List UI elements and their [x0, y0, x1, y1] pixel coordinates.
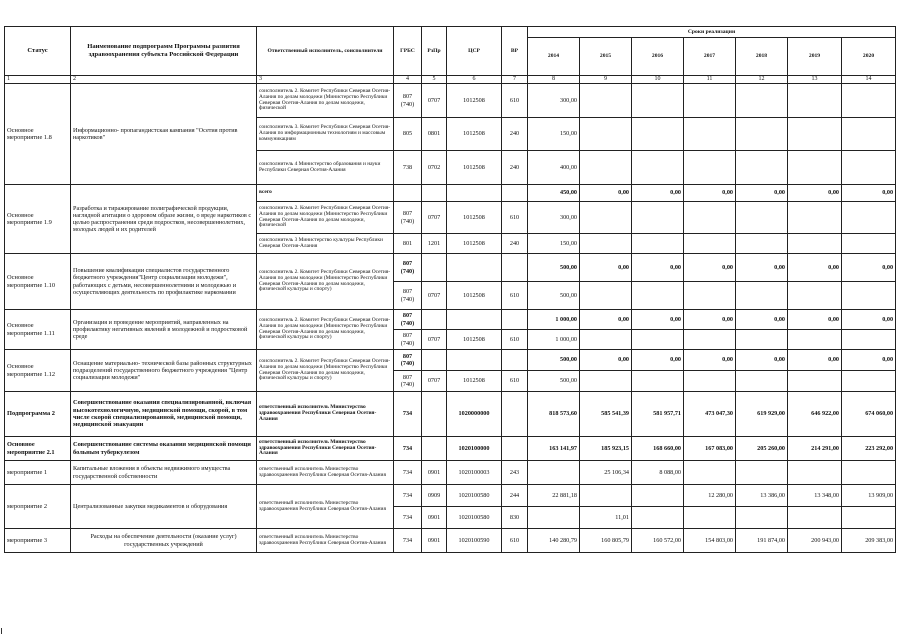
cell-vr: 610 [502, 529, 528, 553]
cell-rzpr: 0707 [422, 330, 447, 350]
cell-2019: 0,00 [788, 310, 842, 330]
cell-2017: 12 280,00 [684, 485, 736, 507]
col-index: 12 [736, 76, 788, 84]
cell-2016: 160 572,00 [632, 529, 684, 553]
cell-csr: 1020100000 [447, 437, 502, 461]
cell-rzpr: 1201 [422, 234, 447, 254]
cell-csr: 1020100580 [447, 485, 502, 507]
row-executor: ответственный исполнитель Министерство здравоохранения Республики Северная Осетия-Алания [257, 529, 394, 553]
cell-2014: 1 000,00 [528, 310, 580, 330]
row-executor: соисполнитель 2. Комитет Республики Северная Осетия-Алания по делам молодежи (Министерство Республики Северная Осетия-Алания по делам молодежи, физической [257, 202, 394, 234]
cell-rzpr: 0901 [422, 529, 447, 553]
col-index: 10 [632, 76, 684, 84]
row-name: Информационно- пропагандистская кампания "Осетия против наркотиков" [71, 84, 257, 185]
row-executor: соисполнитель 2. Комитет Республики Северная Осетия-Алания по делам молодежи (Министерство Республики Северная Осетия-Алания по делам молодежи, физической культуры и спорту) [257, 254, 394, 310]
row-executor: ответственный исполнитель Министерство здравоохранения Республики Северная Осетия-Алания [257, 392, 394, 437]
header-csr: ЦСР [447, 27, 502, 76]
cell-2018: 0,00 [736, 254, 788, 282]
cell-2014: 818 573,60 [528, 392, 580, 437]
cell-2014: 150,00 [528, 118, 580, 151]
row-executor: соисполнитель 2. Комитет Республики Северная Осетия-Алания по делам молодежи (Министерство Республики Северная Осетия-Алания по делам молодежи, физической культуры и спорту) [257, 350, 394, 392]
cell-csr: 1012508 [447, 330, 502, 350]
table-row [5, 437, 896, 461]
cell-2015: 0,00 [580, 350, 632, 371]
row-name: Повышение квалификации специалистов государственного бюджетного учреждения"Центр социализации молодежи", работающих с детьми, несовершеннолетними и молодежью и осуществляющих деятельность по профилактике наркомании [71, 254, 257, 310]
table-row [5, 185, 896, 202]
header-executor: Ответственный исполнитель, соисполнители [257, 27, 394, 76]
cell-2015: 585 541,39 [580, 392, 632, 437]
cell-2016: 8 088,00 [632, 461, 684, 485]
cell-csr: 1012508 [447, 234, 502, 254]
cell-grbs: 807 (740) [394, 350, 422, 371]
table-row [5, 254, 896, 282]
cell-rzpr: 0909 [422, 485, 447, 507]
cell-vr: 243 [502, 461, 528, 485]
cell-rzpr: 0901 [422, 461, 447, 485]
cell-rzpr: 0901 [422, 507, 447, 529]
cell-2017: 154 803,00 [684, 529, 736, 553]
cell-2014: 150,00 [528, 234, 580, 254]
header-year-2020: 2020 [842, 38, 896, 76]
col-index: 9 [580, 76, 632, 84]
cell-2014: 450,00 [528, 185, 580, 202]
cell-vr: 610 [502, 371, 528, 392]
row-status: Основное мероприятие 1.8 [5, 84, 71, 185]
cell-vr: 830 [502, 507, 528, 529]
cell-2014: 500,00 [528, 254, 580, 282]
row-executor: ответственный исполнитель Министерство здравоохранения Республики Северная Осетия-Алания [257, 485, 394, 529]
cell-vr: 240 [502, 234, 528, 254]
row-executor: ответственный исполнитель Министерство здравоохранения Республики Северная Осетия-Алания [257, 437, 394, 461]
header-rzpr: РзПр [422, 27, 447, 76]
cell-2015: 0,00 [580, 185, 632, 202]
row-status: Подпрограмма 2 [5, 392, 71, 437]
cell-2019: 0,00 [788, 350, 842, 371]
scan-edge-mark [1, 628, 6, 634]
cell-rzpr: 0801 [422, 118, 447, 151]
cell-csr: 1012508 [447, 118, 502, 151]
cell-rzpr: 0702 [422, 151, 447, 185]
cell-2017: 473 047,30 [684, 392, 736, 437]
header-grbs: ГРБС [394, 27, 422, 76]
cell-2018: 191 874,00 [736, 529, 788, 553]
cell-2014: 22 881,18 [528, 485, 580, 507]
col-index: 5 [422, 76, 447, 84]
cell-2014: 300,00 [528, 84, 580, 118]
cell-vr: 610 [502, 282, 528, 310]
cell-csr: 1012508 [447, 84, 502, 118]
cell-grbs: 807 (740) [394, 330, 422, 350]
header-year-2016: 2016 [632, 38, 684, 76]
cell-rzpr: 0707 [422, 371, 447, 392]
cell-2020: 209 383,00 [842, 529, 896, 553]
cell-vr: 240 [502, 151, 528, 185]
budget-table-sheet [4, 26, 895, 553]
cell-2015: 0,00 [580, 310, 632, 330]
row-status: Основное мероприятие 1.11 [5, 310, 71, 350]
row-status: Основное мероприятие 1.9 [5, 185, 71, 254]
cell-2017: 167 083,00 [684, 437, 736, 461]
col-index: 1 [5, 76, 71, 84]
table-row [5, 310, 896, 330]
cell-2015: 185 923,15 [580, 437, 632, 461]
header-status: Статус [5, 27, 71, 76]
row-executor: соисполнитель 3. Комитет Республики Северная Осетия-Алания по информационным технологиям и массовым коммуникациям [257, 118, 394, 151]
row-name: Организация и проведение мероприятий, направленных на профилактику негативных явлений в молодежной и подростковой среде [71, 310, 257, 350]
cell-2019: 214 291,00 [788, 437, 842, 461]
header-year-2015: 2015 [580, 38, 632, 76]
table-row [5, 529, 896, 553]
row-status: Основное мероприятие 1.10 [5, 254, 71, 310]
row-name: Разработка и тиражирование полиграфической продукции, наглядной агитации о здоровом образе жизни, о вреде наркотиков с целью распространения среди подростков, несовершеннолетних, молодых людей и их родителей [71, 185, 257, 254]
cell-csr: 1012508 [447, 151, 502, 185]
row-status: мероприятие 3 [5, 529, 71, 553]
cell-2014: 400,00 [528, 151, 580, 185]
row-name: Совершенствование системы оказания медицинской помощи больным туберкулезом [71, 437, 257, 461]
cell-2016: 168 660,00 [632, 437, 684, 461]
row-name: Совершенствование оказания специализированной, включая высокотехнологичную, медицинской помощи, скорой, в том числе скорой специализированной, медицинской помощи, медицинской эвакуации [71, 392, 257, 437]
col-index: 7 [502, 76, 528, 84]
cell-2018: 0,00 [736, 350, 788, 371]
cell-vr: 610 [502, 330, 528, 350]
cell-csr: 1012508 [447, 371, 502, 392]
header-year-2017: 2017 [684, 38, 736, 76]
cell-2020: 13 909,00 [842, 485, 896, 507]
table-row [5, 84, 896, 118]
cell-2016: 0,00 [632, 350, 684, 371]
cell-2014: 163 141,97 [528, 437, 580, 461]
header-year-2019: 2019 [788, 38, 842, 76]
cell-grbs: 734 [394, 461, 422, 485]
row-executor: соисполнитель 3 Министерство культуры Республики Северная Осетия-Алания [257, 234, 394, 254]
col-index: 8 [528, 76, 580, 84]
cell-grbs: 801 [394, 234, 422, 254]
col-index: 4 [394, 76, 422, 84]
cell-csr: 1012508 [447, 282, 502, 310]
row-executor-total: всего [257, 185, 394, 202]
cell-grbs: 738 [394, 151, 422, 185]
cell-2020: 0,00 [842, 185, 896, 202]
cell-2018: 0,00 [736, 310, 788, 330]
row-status: мероприятие 1 [5, 461, 71, 485]
row-name: Централизованные закупки медикаментов и оборудования [71, 485, 257, 529]
header-terms: Сроки реализации [528, 27, 896, 38]
header-year-2018: 2018 [736, 38, 788, 76]
cell-2016: 0,00 [632, 254, 684, 282]
table-row [5, 485, 896, 507]
cell-grbs: 734 [394, 485, 422, 507]
cell-2019: 0,00 [788, 185, 842, 202]
cell-grbs: 807 (740) [394, 202, 422, 234]
row-name: Оснащение материально- технической базы районных структурных подразделений государственного бюджетного учреждения "Центр социализации молодежи" [71, 350, 257, 392]
cell-2018: 619 929,00 [736, 392, 788, 437]
col-index: 13 [788, 76, 842, 84]
cell-grbs: 805 [394, 118, 422, 151]
cell-grbs: 807 (740) [394, 254, 422, 282]
cell-grbs: 807 (740) [394, 282, 422, 310]
cell-2014: 140 280,79 [528, 529, 580, 553]
row-executor: ответственный исполнитель Министерство здравоохранения Республики Северная Осетия-Алания [257, 461, 394, 485]
table-row [5, 461, 896, 485]
row-executor: соисполнитель 4 Министерство образования и науки Республики Северная Осетия-Алания [257, 151, 394, 185]
row-status: мероприятие 2 [5, 485, 71, 529]
cell-grbs: 734 [394, 507, 422, 529]
col-index: 6 [447, 76, 502, 84]
cell-2017: 0,00 [684, 254, 736, 282]
col-index: 3 [257, 76, 394, 84]
col-index: 11 [684, 76, 736, 84]
cell-csr: 1020000000 [447, 392, 502, 437]
cell-2019: 200 943,00 [788, 529, 842, 553]
cell-2020: 223 292,00 [842, 437, 896, 461]
cell-2014: 300,00 [528, 202, 580, 234]
header-vr: ВР [502, 27, 528, 76]
row-status: Основное мероприятие 1.12 [5, 350, 71, 392]
header-year-2014: 2014 [528, 38, 580, 76]
cell-vr: 240 [502, 118, 528, 151]
cell-csr: 1012508 [447, 202, 502, 234]
cell-2018: 0,00 [736, 185, 788, 202]
table-row [5, 350, 896, 371]
cell-2020: 674 060,00 [842, 392, 896, 437]
cell-grbs: 734 [394, 392, 422, 437]
cell-2015: 11,01 [580, 507, 632, 529]
row-status: Основное мероприятие 2.1 [5, 437, 71, 461]
cell-2017: 0,00 [684, 185, 736, 202]
cell-csr: 1020100590 [447, 529, 502, 553]
cell-2016: 0,00 [632, 310, 684, 330]
cell-grbs: 807 (740) [394, 84, 422, 118]
cell-vr: 610 [502, 84, 528, 118]
cell-2014: 500,00 [528, 350, 580, 371]
cell-2014: 500,00 [528, 371, 580, 392]
cell-csr: 1020100003 [447, 461, 502, 485]
cell-2015: 25 106,34 [580, 461, 632, 485]
cell-grbs: 807 (740) [394, 371, 422, 392]
col-index: 14 [842, 76, 896, 84]
cell-2016: 0,00 [632, 185, 684, 202]
budget-table [4, 26, 896, 553]
cell-2015: 160 805,79 [580, 529, 632, 553]
row-executor: соисполнитель 2. Комитет Республики Северная Осетия-Алания по делам молодежи (Министерство Республики Северная Осетия-Алания по делам молодежи, физической культуры и спорту) [257, 310, 394, 350]
cell-2020: 0,00 [842, 310, 896, 330]
cell-2016: 581 957,71 [632, 392, 684, 437]
cell-2014: 1 000,00 [528, 330, 580, 350]
cell-vr: 244 [502, 485, 528, 507]
cell-2014: 500,00 [528, 282, 580, 310]
cell-2017: 0,00 [684, 350, 736, 371]
cell-2019: 13 348,00 [788, 485, 842, 507]
row-name: Расходы на обеспечение деятельности (оказание услуг) государственных учреждений [71, 529, 257, 553]
cell-vr: 610 [502, 202, 528, 234]
cell-2018: 205 260,00 [736, 437, 788, 461]
table-row [5, 392, 896, 437]
cell-2020: 0,00 [842, 350, 896, 371]
cell-rzpr: 0707 [422, 282, 447, 310]
cell-2018: 13 386,00 [736, 485, 788, 507]
cell-2019: 0,00 [788, 254, 842, 282]
row-executor: соисполнитель 2. Комитет Республики Северная Осетия-Алания по делам молодежи (Министерство Республики Северная Осетия-Алания по делам молодежи, физической [257, 84, 394, 118]
col-index: 2 [71, 76, 257, 84]
cell-2019: 646 922,00 [788, 392, 842, 437]
cell-grbs: 734 [394, 437, 422, 461]
cell-grbs: 734 [394, 529, 422, 553]
cell-2020: 0,00 [842, 254, 896, 282]
cell-rzpr: 0707 [422, 202, 447, 234]
cell-csr: 1020100580 [447, 507, 502, 529]
row-name: Капитальные вложения в объекты недвижимого имущества государственной собственности [71, 461, 257, 485]
cell-2015: 0,00 [580, 254, 632, 282]
header-name: Наименование подпрограмм Программы развития здравоохранения субъекта Российской Федерации [71, 27, 257, 76]
cell-grbs: 807 (740) [394, 310, 422, 330]
cell-rzpr: 0707 [422, 84, 447, 118]
cell-2017: 0,00 [684, 310, 736, 330]
